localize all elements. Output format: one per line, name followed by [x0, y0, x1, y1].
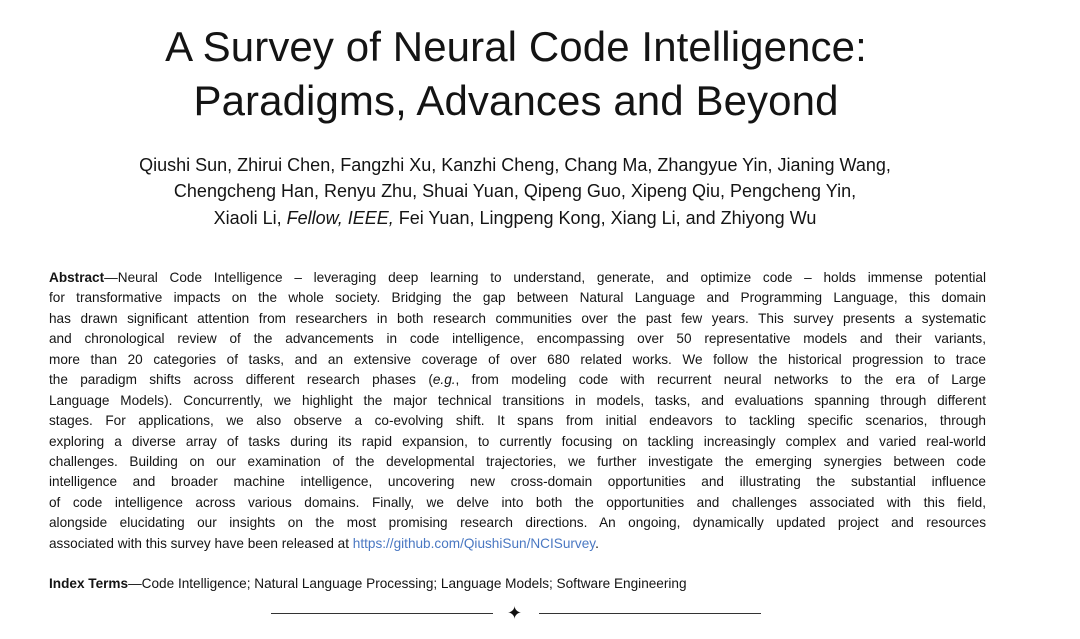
abstract-line: for transformative impacts on the whole society. Bridging the gap between Natural Language and Programming Language, this domain [49, 290, 986, 306]
author-list-line-3-end: Fei Yuan, Lingpeng Kong, Xiang Li, and Zhiyong Wu [398, 208, 817, 228]
abstract-line: intelligence and broader machine intelligence, uncovering new cross-domain opportunities and illustrating the substantial influence [49, 474, 986, 490]
abstract-line: challenges. Building on our examination of the developmental trajectories, we further investigate the emerging synergies between code [49, 453, 986, 469]
abstract-text: —Neural Code Intelligence – leveraging deep learning to understand, generate, and optimize code – holds immense potential [104, 270, 986, 285]
author-list-line-2: Chengcheng Han, Renyu Zhu, Shuai Yuan, Qipeng Guo, Xipeng Qiu, Pengcheng Yin, [173, 181, 857, 201]
index-terms [49, 574, 687, 594]
abstract-line: of code intelligence across various domains. Finally, we delve into both the opportunities and challenges associated with this field, [49, 494, 986, 510]
abstract-line: stages. For applications, we also observe a co-evolving shift. It spans from initial endeavors to tackling specific scenarios, through [49, 413, 986, 429]
index-terms-heading: Index Terms [49, 576, 129, 591]
separator-rule-left [271, 613, 493, 614]
abstract-line [49, 370, 986, 390]
abstract-line: and chronological review of the advancements in code intelligence, encompassing over 50 representative models and their variants, [49, 331, 986, 347]
index-terms-text: —Code Intelligence; Natural Language Processing; Language Models; Software Engineering [128, 576, 687, 591]
author-list-line-3 [0, 209, 1030, 227]
abstract-line: alongside elucidating our insights on the most promising research directions. An ongoing, dynamically updated project and resources [49, 515, 986, 531]
abstract-line: Language Models). Concurrently, we highlight the major technical transitions in models, tasks, and evaluations spanning through different [49, 392, 986, 408]
abstract-line: exploring a diverse array of tasks during its rapid expansion, to currently focusing on tackling increasingly complex and varied real-world [49, 433, 986, 449]
separator-star-icon: ✦ [507, 603, 523, 624]
abstract-line: more than 20 categories of tasks, and an extensive coverage of over 680 related works. We follow the historical progression to trace [49, 351, 986, 367]
abstract-section [49, 268, 986, 554]
abstract-text: . [595, 535, 599, 551]
paper-title-line-2: Paradigms, Advances and Beyond [193, 77, 839, 124]
paper-title-line-1: A Survey of Neural Code Intelligence: [165, 23, 867, 70]
abstract-text: the paradigm shifts across different research phases ( [49, 372, 433, 388]
author-affiliation-fellow: Fellow, IEEE, [286, 208, 394, 228]
section-separator [0, 602, 1030, 626]
abstract-text: associated with this survey have been released at [49, 535, 353, 551]
abstract-heading: Abstract [49, 270, 105, 285]
separator-rule-right [539, 613, 761, 614]
abstract-line: has drawn significant attention from researchers in both research communities over the past few years. This survey presents a systematic [49, 310, 986, 326]
abstract-text: , from modeling code with recurrent neural networks to the era of Large [455, 372, 986, 388]
abstract-line [49, 534, 986, 554]
author-list-line-1: Qiushi Sun, Zhirui Chen, Fangzhi Xu, Kanzhi Cheng, Chang Ma, Zhangyue Yin, Jianing Wang, [139, 155, 891, 175]
author-list-line-3-start: Xiaoli Li, [213, 208, 282, 228]
abstract-emphasis: e.g. [432, 372, 456, 388]
project-repository-link[interactable]: https://github.com/QiushiSun/NCISurvey [352, 535, 596, 551]
abstract-line [49, 268, 986, 288]
